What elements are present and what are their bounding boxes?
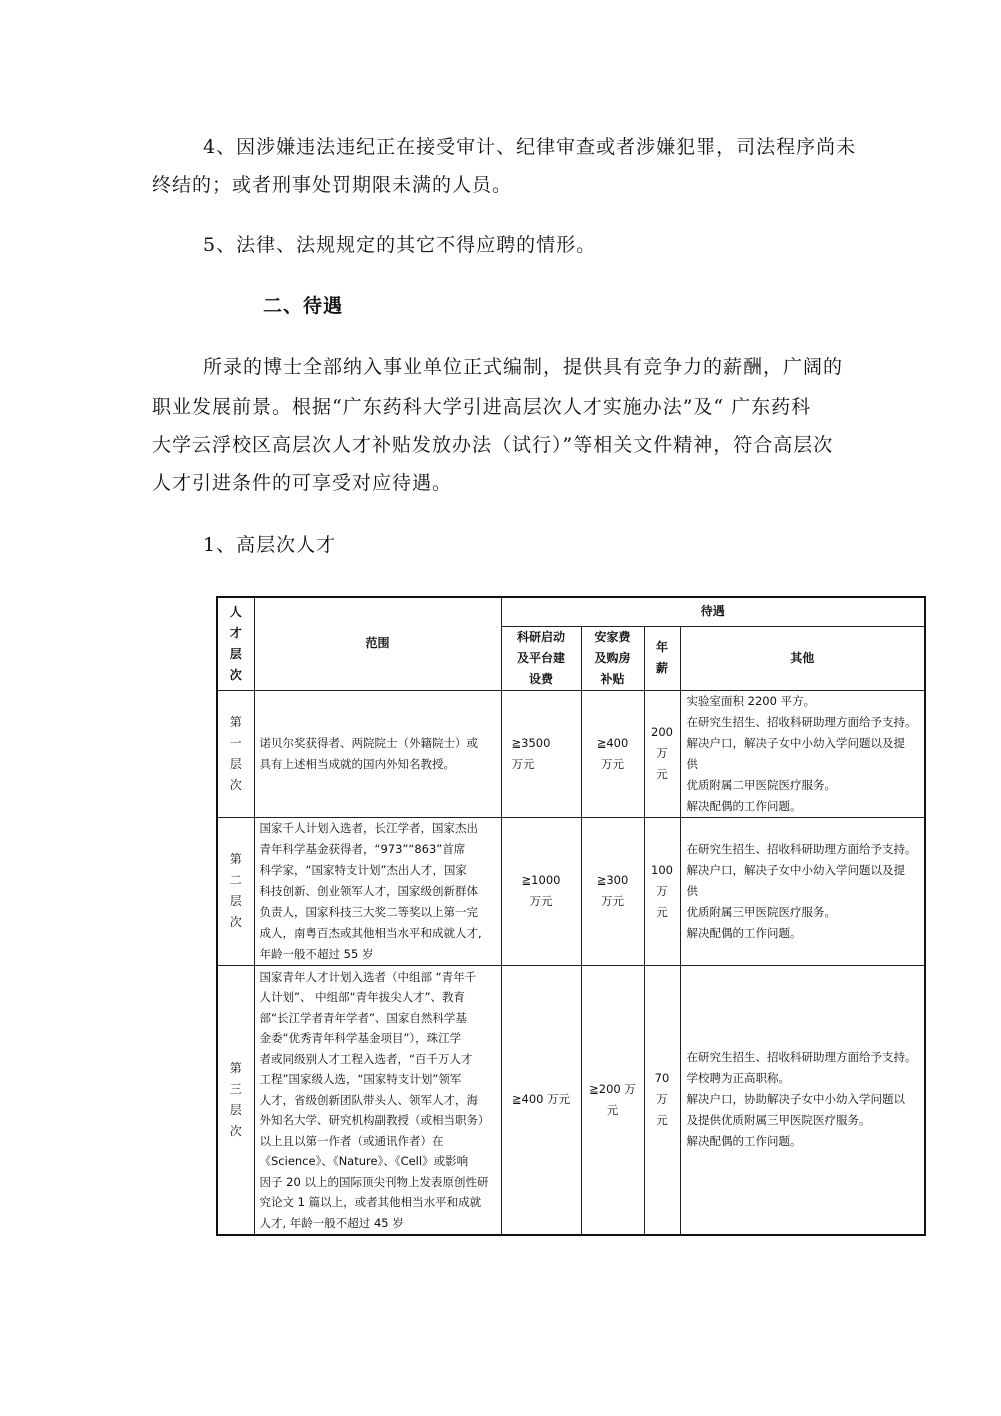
row-research-fund: ≧3500 万元 (501, 690, 581, 817)
row-level: 第 三 层 次 (217, 965, 254, 1235)
header-research-fund: 科研启动 及平台建 设费 (501, 626, 581, 690)
row-annual-salary: 200 万 元 (644, 690, 680, 817)
header-treatment: 待遇 (501, 597, 925, 626)
intro-line-3: 大学云浮校区高层次人才补贴发放办法（试行）”等相关文件精神，符合高层次 (152, 434, 834, 456)
row-scope: 诺贝尔奖获得者、两院院士（外籍院士）或 具有上述相当成就的国内外知名教授。 (254, 690, 501, 817)
header-scope: 范围 (254, 597, 501, 690)
row-housing-subsidy: ≧300 万元 (581, 817, 644, 965)
paragraph-item-4-line1: 4、因涉嫌违法违纪正在接受审计、纪律审查或者涉嫌犯罪，司法程序尚未 (203, 136, 857, 158)
table-row (217, 965, 925, 1235)
header-annual-salary: 年 薪 (644, 626, 680, 690)
subheading-high-level-talent: 1、高层次人才 (203, 534, 337, 556)
row-level: 第 一 层 次 (217, 690, 254, 817)
table-row (217, 817, 925, 965)
intro-line-2: 职业发展前景。根据“广东药科大学引进高层次人才实施办法”及“ 广东药科 (152, 396, 812, 418)
row-other-benefits: 实验室面积 2200 平方。 在研究生招生、招收科研助理方面给予支持。 解决户口，解决子女中小幼入学问题以及提 供 优质附属二甲医院医疗服务。 解决配偶的工作问题。 (680, 690, 925, 817)
row-research-fund: ≧1000 万元 (501, 817, 581, 965)
table-row (217, 690, 925, 817)
section-heading-treatment: 二、待遇 (263, 295, 344, 317)
row-other-benefits: 在研究生招生、招收科研助理方面给予支持。 学校聘为正高职称。 解决户口，协助解决子女中小幼入学问题以 及提供优质附属三甲医院医疗服务。 解决配偶的工作问题。 (680, 965, 925, 1235)
row-annual-salary: 100 万 元 (644, 817, 680, 965)
row-other-benefits: 在研究生招生、招收科研助理方面给予支持。 解决户口，解决子女中小幼入学问题以及提 供 优质附属三甲医院医疗服务。 解决配偶的工作问题。 (680, 817, 925, 965)
row-annual-salary: 70 万 元 (644, 965, 680, 1235)
paragraph-item-5: 5、法律、法规规定的其它不得应聘的情形。 (203, 234, 597, 256)
intro-line-4: 人才引进条件的可享受对应待遇。 (152, 472, 453, 494)
row-scope: 国家千人计划入选者，长江学者，国家杰出 青年科学基金获得者，“973”“863”首席 科学家，“国家特支计划”杰出人才，国家 科技创新、创业领军人才，国家级创新群体 负责人，国家科技三大奖二等奖以上第一完 成人，南粤百杰或其他相当水平和成就人才, 年龄一般不超过 55 岁 (254, 817, 501, 965)
row-research-fund: ≧400 万元 (501, 965, 581, 1235)
header-housing-subsidy: 安家费 及购房 补贴 (581, 626, 644, 690)
row-level: 第 二 层 次 (217, 817, 254, 965)
header-other: 其他 (680, 626, 925, 690)
header-level: 人 才 层 次 (217, 597, 254, 690)
row-scope: 国家青年人才计划入选者（中组部 “青年千 人计划”、 中组部“青年拔尖人才”、教育 部“长江学者青年学者”、国家自然科学基 金委“优秀青年科学基金项目”），珠江学 者或同级别人才工程入选者，“百千万人才 工程”国家级人选，“国家特支计划”领军 人才，省级创新团队带头人、领军人才，海 外知名大学、研究机构副教授（或相当职务） 以上且以第一作者（或通讯作者）在 《Science》、《Nature》、《Cell》或影响 因子 20 以上的国际顶尖刊物上发表原创性研 究论文 1 篇以上，或者其他相当水平和成就 人才, 年龄一般不超过 45 岁 (254, 965, 501, 1235)
row-housing-subsidy: ≧200 万 元 (581, 965, 644, 1235)
intro-line-1: 所录的博士全部纳入事业单位正式编制，提供具有竞争力的薪酬，广阔的 (203, 356, 844, 378)
paragraph-item-4-line2: 终结的；或者刑事处罚期限未满的人员。 (152, 174, 513, 196)
treatment-table (216, 596, 926, 1236)
row-housing-subsidy: ≧400 万元 (581, 690, 644, 817)
